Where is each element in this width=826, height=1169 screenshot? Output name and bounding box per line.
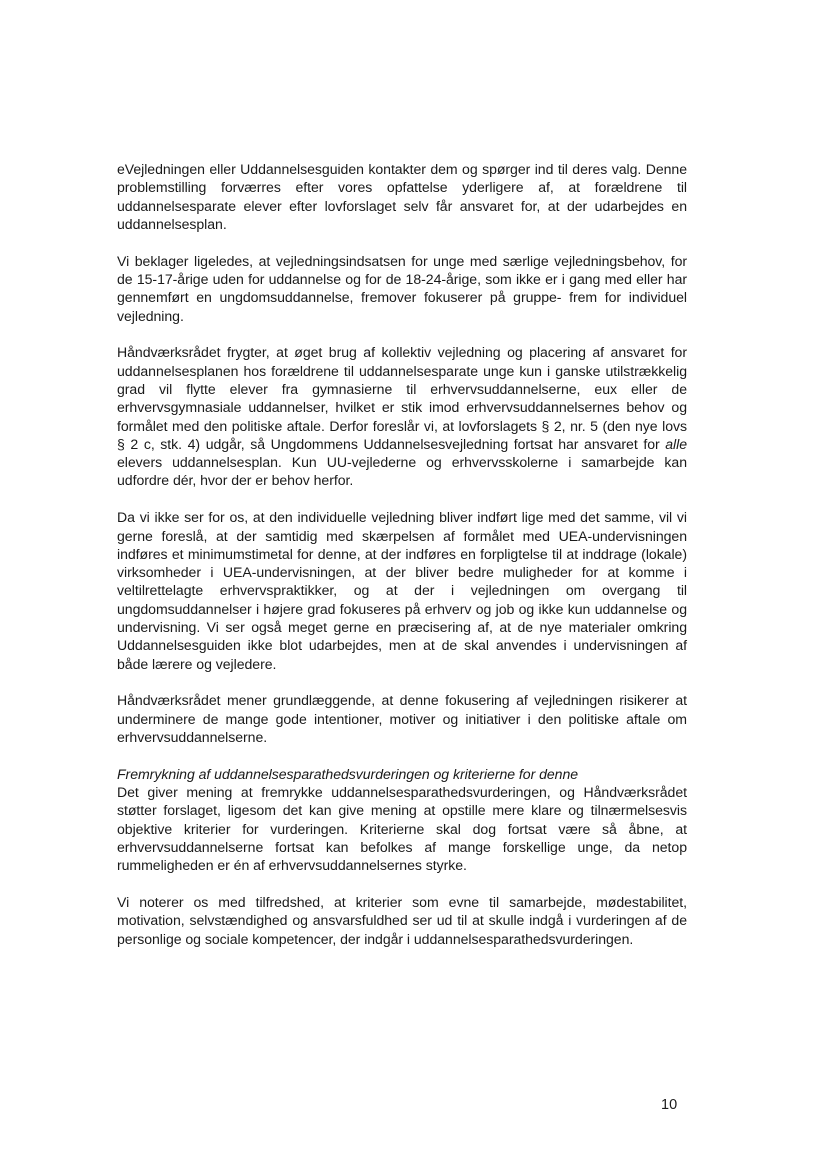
page-number: 10 bbox=[661, 1097, 678, 1113]
paragraph-text: Håndværksrådet frygter, at øget brug af kollektiv vejledning og placering af ansvaret for uddannelsesplanen hos forældrene til uddannelsesparate unge kun i ganske utilstrækkelig grad vil flytte elever fra gymnasierne til erhvervsuddannelserne, eux eller de erhvervsgymnasiale uddannelser, hvilket er stik imod erhvervsuddannelsernes behov og formålet med den politiske aftale. Derfor foreslår vi, at lovforslagets § 2, nr. 5 (den nye lovs § 2 c, stk. 4) udgår, så Ungdommens Uddannelsesvejledning fortsat har ansvaret for bbox=[117, 344, 687, 452]
paragraph: Da vi ikke ser for os, at den individuelle vejledning bliver indført lige med det samme, vil vi gerne foreslå, at der samtidig med skærpelsen af formålet med UEA-undervisningen indføres et minimumstimetal for denne, at der indføres en forpligtelse til at inddrage (lokale) virksomheder i UEA-undervisningen, at der bliver bedre muligheder for at komme i veltilrettelagte erhvervspraktikker, og at der i vejledningen om overgang til ungdomsuddannelser i højere grad fokuseres på erhverv og job og ikke kun uddannelse og undervisning. Vi ser også meget gerne en præcisering af, at de nye materialer omkring Uddannelsesguiden ikke blot udarbejdes, men at de skal anvendes i undervisningen af både lærere og vejledere. bbox=[117, 509, 687, 672]
paragraph: Det giver mening at fremrykke uddannelsesparathedsvurderingen, og Håndværksrådet støtter forslaget, ligesom det kan give mening at opstille mere klare og tilnærmelsesvis objektive kriterier for vurderingen. Kriterierne skal dog fortsat være så åbne, at erhvervsuddannelserne fortsat kan befolkes af mange forskellige unge, da netop rummeligheden er én af erhvervsuddannelsernes styrke. bbox=[117, 784, 687, 874]
paragraph: Vi beklager ligeledes, at vejledningsindsatsen for unge med særlige vejledningsbehov, for de 15-17-årige uden for uddannelse og for de 18-24-årige, som ikke er i gang med eller har gennemført en ungdomsuddannelse, fremover fokuserer på gruppe- frem for individuel vejledning. bbox=[117, 252, 687, 324]
paragraph-text: elevers uddannelsesplan. Kun UU-vejlederne og erhvervsskolerne i samarbejde kan udfordre dér, hvor der er behov herfor. bbox=[117, 454, 687, 489]
document-page bbox=[117, 160, 687, 966]
paragraph bbox=[117, 343, 687, 489]
emphasis-text: alle bbox=[665, 435, 687, 452]
paragraph: eVejledningen eller Uddannelsesguiden kontakter dem og spørger ind til deres valg. Denne problemstilling forværres efter vores opfattelse yderligere af, at forældrene til uddannelsesparate elever efter lovforslaget selv får ansvaret for, at der udarbejdes en uddannelsesplan. bbox=[117, 161, 687, 232]
paragraph: Håndværksrådet mener grundlæggende, at denne fokusering af vejledningen risikerer at underminere de mange gode intentioner, motiver og initiativer i den politiske aftale om erhvervsuddannelserne. bbox=[117, 692, 687, 746]
section-heading: Fremrykning af uddannelsesparathedsvurderingen og kriterierne for denne bbox=[117, 765, 579, 782]
paragraph: Vi noterer os med tilfredshed, at kriterier som evne til samarbejde, mødestabilitet, motivation, selvstændighed og ansvarsfuldhed ser ud til at skulle indgå i vurderingen af de personlige og sociale kompetencer, der indgår i uddannelsesparathedsvurderingen. bbox=[117, 894, 687, 947]
